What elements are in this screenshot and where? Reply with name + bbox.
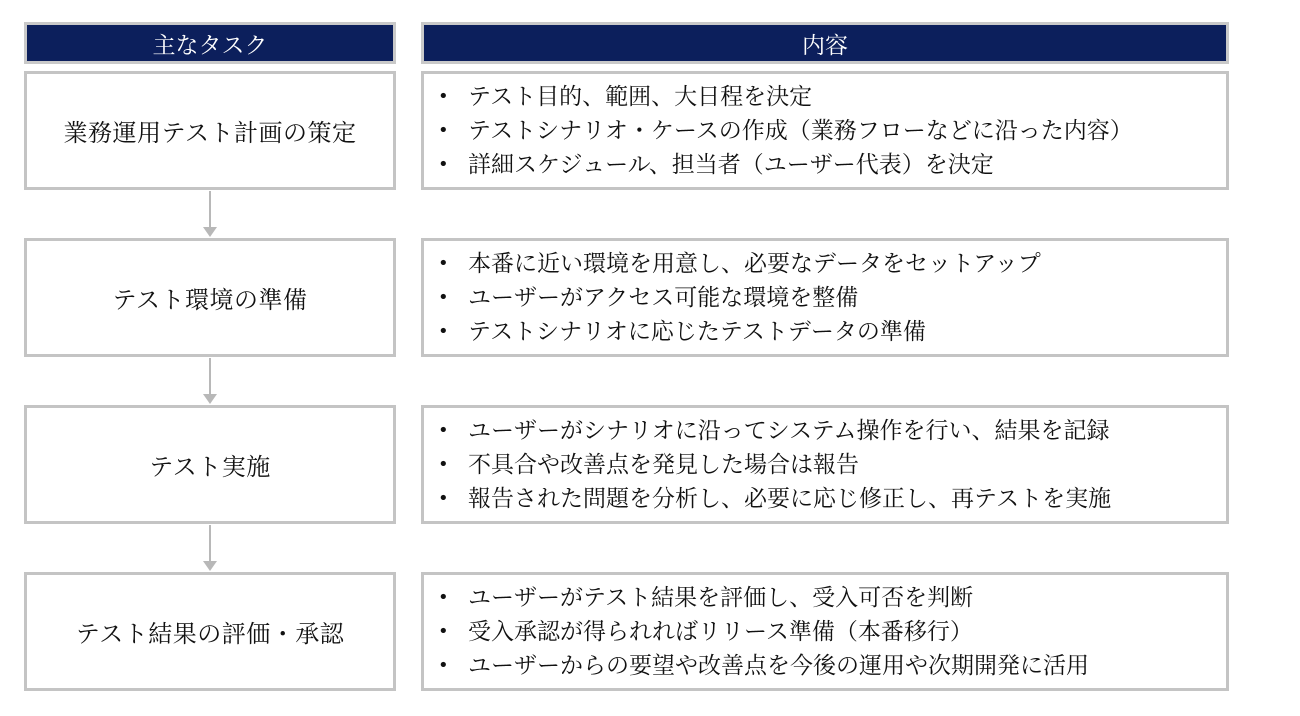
- content-item: [424, 114, 1226, 148]
- task-box-plan: [24, 71, 396, 190]
- task-column-header: [24, 22, 396, 64]
- content-box-evaluation: [421, 572, 1229, 691]
- content-item-text: 報告された問題を分析し、必要に応じ修正し、再テストを実施: [468, 486, 1112, 512]
- content-item-text: 詳細スケジュール、担当者（ユーザー代表）を決定: [468, 152, 994, 178]
- bullet-icon: •: [438, 154, 449, 175]
- bullet-icon: •: [438, 488, 449, 509]
- content-column-header-label: 内容: [802, 32, 848, 59]
- bullet-icon: •: [438, 587, 449, 608]
- task-box-execution: [24, 405, 396, 524]
- bullet-icon: •: [438, 454, 449, 475]
- bullet-icon: •: [438, 420, 449, 441]
- task-label: テスト結果の評価・承認: [75, 620, 345, 648]
- content-item-text: テストシナリオ・ケースの作成（業務フローなどに沿った内容）: [468, 118, 1133, 144]
- bullet-icon: •: [438, 120, 449, 141]
- content-item-text: テスト目的、範囲、大日程を決定: [468, 84, 813, 110]
- bullet-icon: •: [438, 621, 449, 642]
- content-item: [424, 148, 1226, 182]
- content-item: [424, 581, 1226, 615]
- content-item: [424, 615, 1226, 649]
- content-list: [424, 80, 1226, 182]
- content-list: [424, 414, 1226, 516]
- content-item-text: 不具合や改善点を発見した場合は報告: [468, 452, 859, 478]
- content-list: [424, 247, 1226, 349]
- bullet-icon: •: [438, 86, 449, 107]
- content-item-text: 受入承認が得られればリリース準備（本番移行）: [468, 619, 973, 645]
- content-item-text: ユーザーからの要望や改善点を今後の運用や次期開発に活用: [468, 653, 1089, 679]
- content-item: [424, 448, 1226, 482]
- bullet-icon: •: [438, 287, 449, 308]
- content-column-header: [421, 22, 1229, 64]
- content-item: [424, 649, 1226, 683]
- task-box-evaluation: [24, 572, 396, 691]
- task-column-header-label: 主なタスク: [152, 32, 268, 59]
- content-item-text: テストシナリオに応じたテストデータの準備: [468, 319, 926, 345]
- content-item: [424, 80, 1226, 114]
- content-item: [424, 281, 1226, 315]
- bullet-icon: •: [438, 655, 449, 676]
- task-label: テスト環境の準備: [112, 286, 308, 314]
- content-item: [424, 247, 1226, 281]
- content-item-text: 本番に近い環境を用意し、必要なデータをセットアップ: [468, 251, 1041, 277]
- content-item-text: ユーザーがシナリオに沿ってシステム操作を行い、結果を記録: [468, 418, 1110, 444]
- content-box-execution: [421, 405, 1229, 524]
- content-box-environment: [421, 238, 1229, 357]
- task-label: 業務運用テスト計画の策定: [63, 119, 357, 147]
- content-box-plan: [421, 71, 1229, 190]
- content-item-text: ユーザーがテスト結果を評価し、受入可否を判断: [468, 585, 974, 611]
- task-label: テスト実施: [149, 453, 271, 481]
- task-box-environment: [24, 238, 396, 357]
- content-item: [424, 482, 1226, 516]
- content-item: [424, 414, 1226, 448]
- bullet-icon: •: [438, 253, 449, 274]
- content-item-text: ユーザーがアクセス可能な環境を整備: [468, 285, 859, 311]
- bullet-icon: •: [438, 321, 449, 342]
- content-item: [424, 315, 1226, 349]
- content-list: [424, 581, 1226, 683]
